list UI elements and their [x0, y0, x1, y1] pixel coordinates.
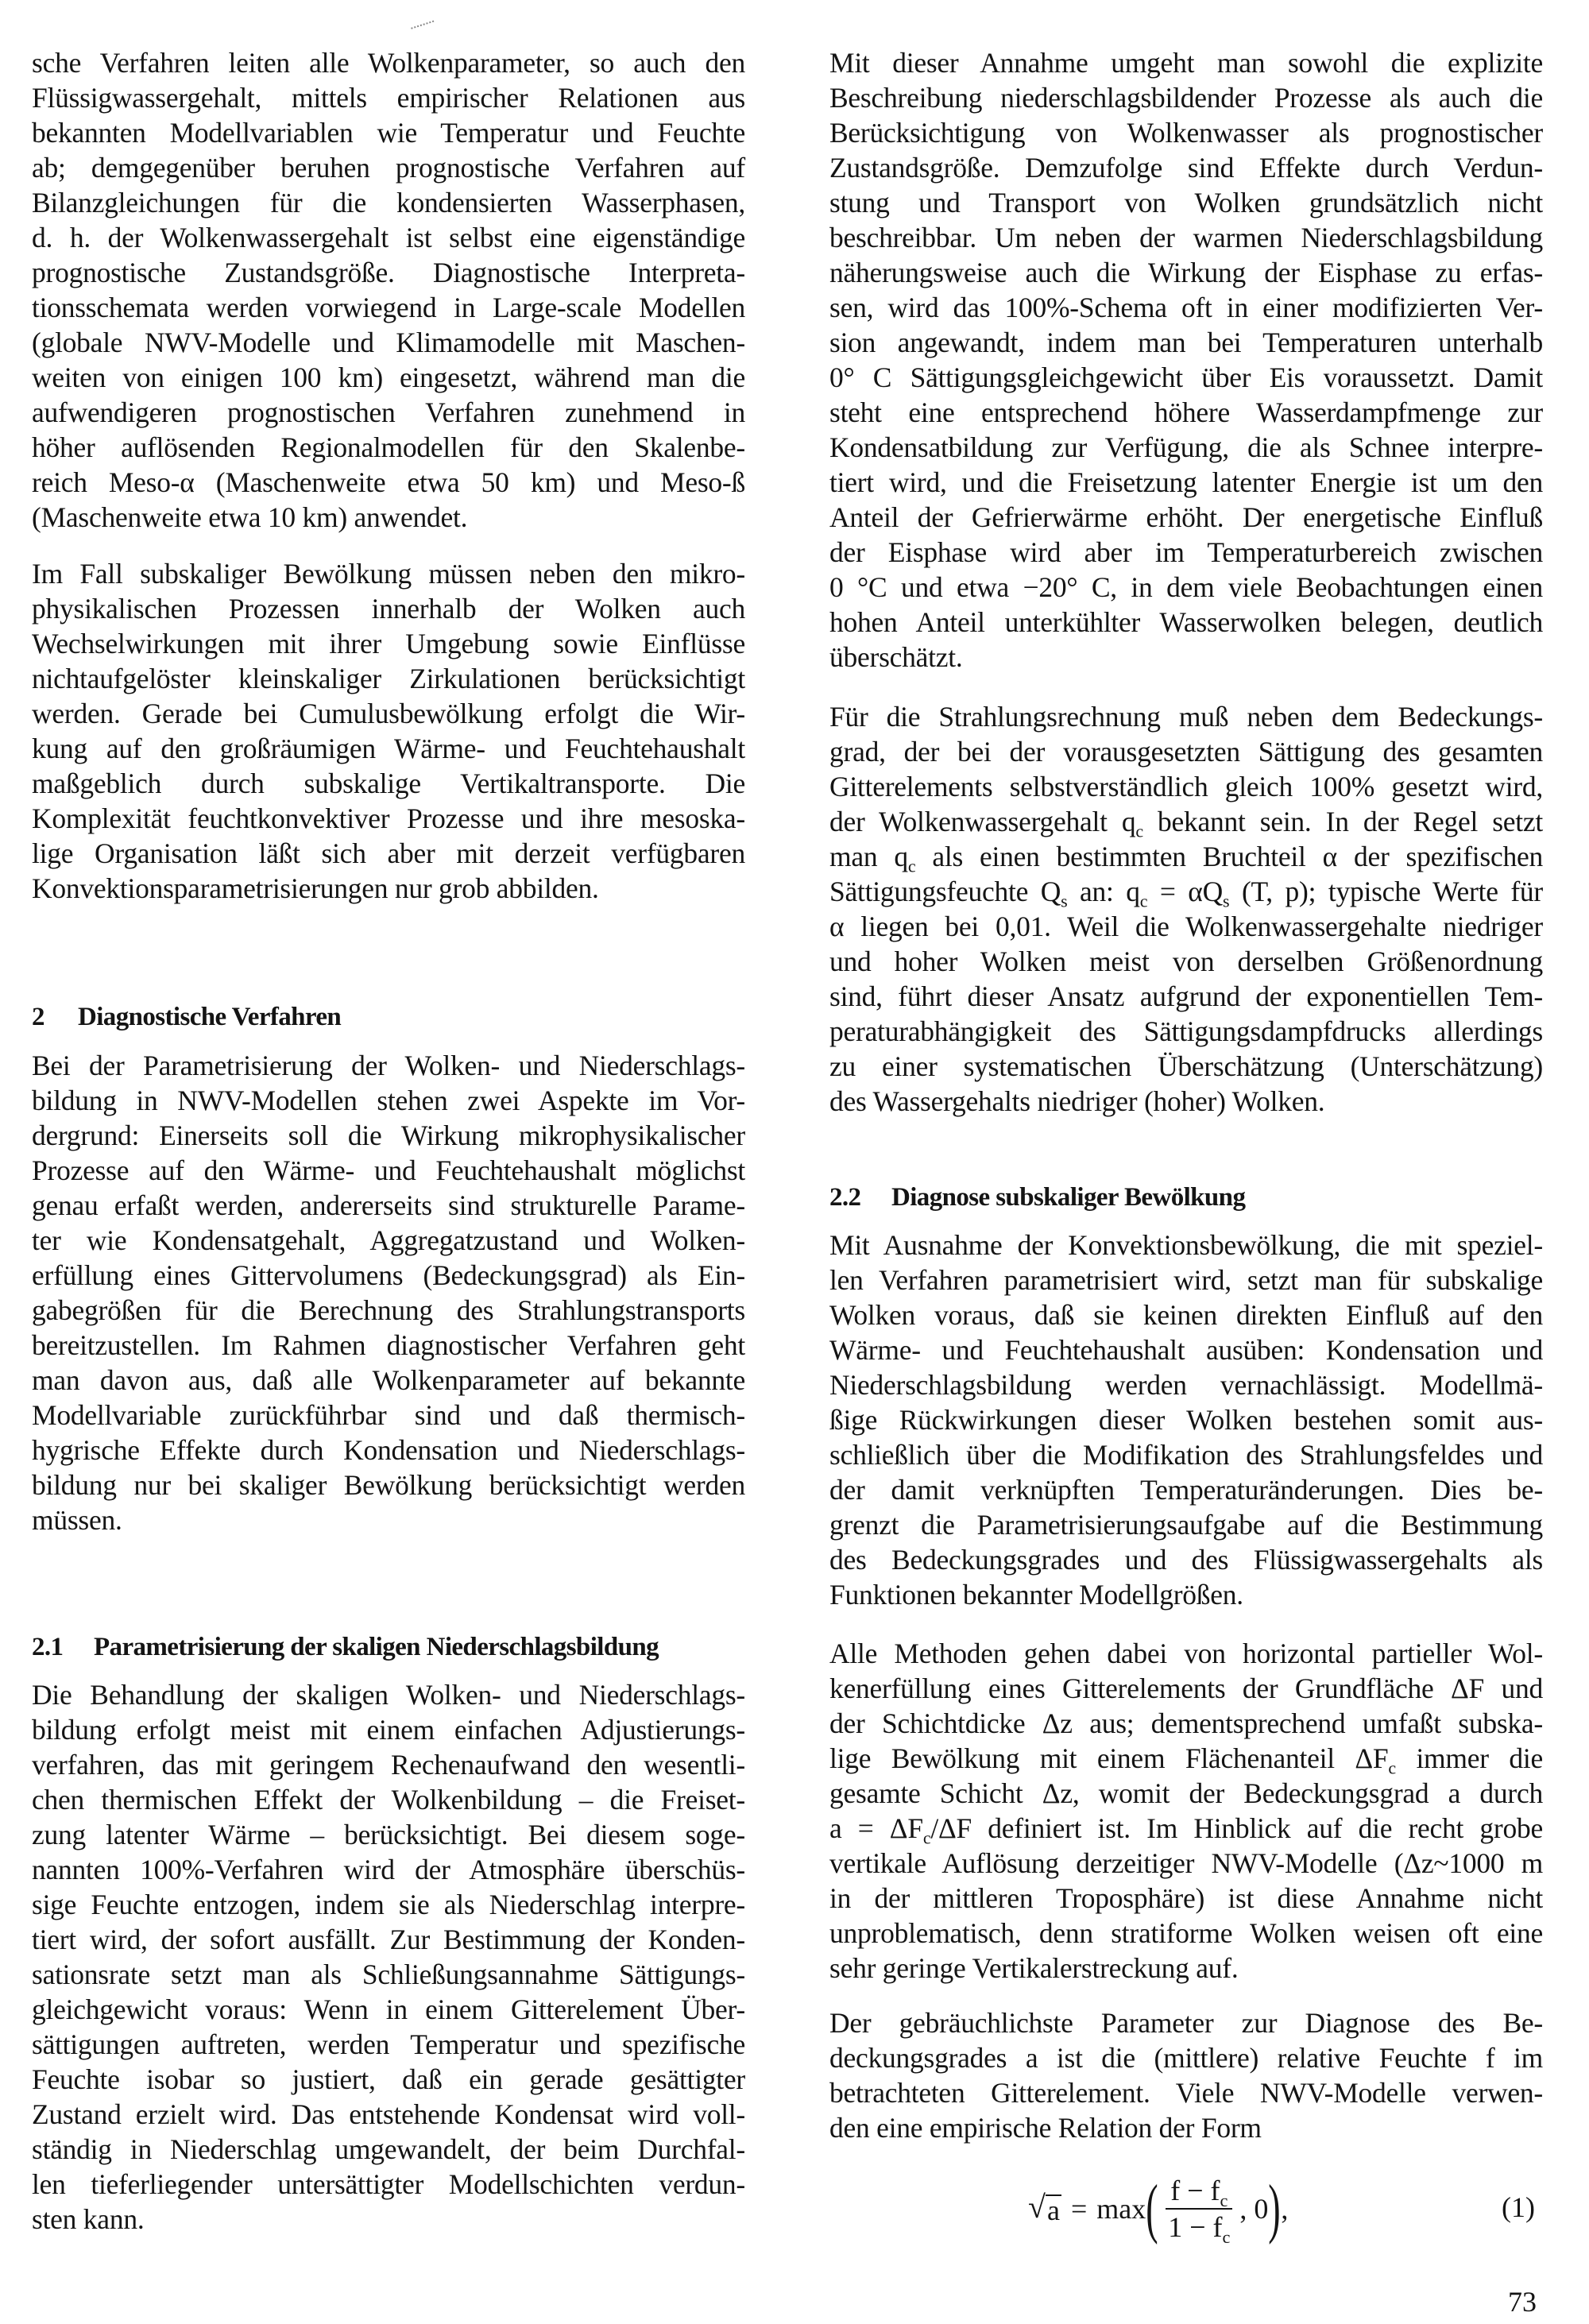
text-line: len tieferliegender untersättigter Modellschichten verdun-: [32, 2168, 745, 2200]
text-line: Modellvariable zurückführbar sind und daß thermisch-: [32, 1399, 745, 1431]
text-line: Im Fall subskaliger Bewölkung müssen neben den mikro-: [32, 558, 745, 590]
text-line: d. h. der Wolkenwassergehalt ist selbst eine eigenständige: [32, 222, 745, 253]
text-line: Wärme- und Feuchtehaushalt ausüben: Kondensation und: [829, 1334, 1543, 1366]
text-line: maßgeblich durch subskalige Vertikaltransporte. Die: [32, 768, 745, 799]
text-line: Feuchte isobar so justiert, daß ein gerade gesättigter: [32, 2063, 745, 2095]
text-line: dergrund: Einerseits soll die Wirkung mikrophysikalischer: [32, 1119, 745, 1151]
text-line: 0° C Sättigungsgleichgewicht über Eis voraussetzt. Damit: [829, 362, 1543, 393]
numerator-subscript: c: [1220, 2190, 1228, 2210]
text-line: peraturabhängigkeit des Sättigungsdampfdrucks allerdings: [829, 1015, 1543, 1047]
text-line: unproblematisch, denn stratiforme Wolken weisen oft eine: [829, 1917, 1543, 1949]
text-line: sehr geringe Vertikalerstreckung auf.: [829, 1952, 1239, 1984]
text-line: Sättigungsfeuchte $Q_s$ an: $q_c = \alpha Q_s$ (T, p); typische Werte für: [829, 876, 1543, 911]
text-line: kenerfüllung eines Gitterelements der Grundfläche ΔF und: [829, 1672, 1543, 1704]
text-line: chen thermischen Effekt der Wolkenbildung – die Freiset-: [32, 1784, 745, 1816]
max-function: max: [1096, 2193, 1146, 2225]
text-line: gesamte Schicht Δz, womit der Bedeckungsgrad a durch: [829, 1777, 1543, 1809]
fraction-denominator: [1163, 2210, 1235, 2247]
equals-sign: =: [1070, 2193, 1088, 2225]
text-line: betrachteten Gitterelement. Viele NWV-Modelle verwen-: [829, 2077, 1543, 2109]
paragraph: [829, 1636, 1543, 1986]
text-line: der Wolkenwassergehalt $q_c$ bekannt sein. In der Regel setzt: [829, 806, 1543, 841]
text-line: man davon aus, daß alle Wolkenparameter auf bekannte: [32, 1364, 745, 1396]
text-line: tiert wird, der sofort ausfällt. Zur Bestimmung der Konden-: [32, 1924, 745, 1955]
equation-1: [829, 2173, 1543, 2245]
text-line: Mit dieser Annahme umgeht man sowohl die explizite: [829, 47, 1543, 79]
text-line: Der gebräuchlichste Parameter zur Diagnose des Be-: [829, 2007, 1543, 2039]
paragraph: [829, 1228, 1543, 1612]
equation-number: (1): [1502, 2191, 1535, 2223]
text-line: Alle Methoden gehen dabei von horizontal partieller Wol-: [829, 1638, 1543, 1669]
paragraph: [829, 2005, 1543, 2145]
text-line: tiert wird, und die Freisetzung latenter Energie ist um den: [829, 466, 1543, 498]
equation-trailing-comma: ,: [1281, 2193, 1289, 2225]
section-heading-2: [32, 1000, 341, 1034]
denominator-subscript: c: [1222, 2226, 1231, 2247]
paragraph: [829, 699, 1543, 1119]
fraction: [1163, 2175, 1235, 2247]
text-line: Zustandsgröße. Demzufolge sind Effekte durch Verdun-: [829, 152, 1543, 184]
text-line: sationsrate setzt man als Schließungsannahme Sättigungs-: [32, 1959, 745, 1990]
section-number: 2: [32, 1003, 44, 1031]
second-argument: , 0: [1239, 2193, 1269, 2225]
text-line: sättigungen auftreten, werden Temperatur und spezifische: [32, 2028, 745, 2060]
text-line: näherungsweise auch die Wirkung der Eisphase zu erfas-: [829, 257, 1543, 288]
section-heading-2-2: [829, 1180, 1245, 1215]
paragraph: [32, 1677, 745, 2237]
text-line: tionsschemata werden vorwiegend in Large-scale Modellen: [32, 292, 745, 323]
text-line: 0 °C und etwa −20° C, in dem viele Beobachtungen einen: [829, 571, 1543, 603]
text-line: Bei der Parametrisierung der Wolken- und Niederschlags-: [32, 1050, 745, 1081]
text-line: Kondensatbildung zur Verfügung, die als Schnee interpre-: [829, 431, 1543, 463]
text-line: des Bedeckungsgrades und des Flüssigwassergehalts als: [829, 1544, 1543, 1576]
text-line: bildung nur bei skaliger Bewölkung berücksichtigt werden: [32, 1469, 745, 1501]
text-line: Für die Strahlungsrechnung muß neben dem Bedeckungs-: [829, 701, 1543, 733]
text-line: gabegrößen für die Berechnung des Strahlungstransports: [32, 1294, 745, 1326]
text-line: lige Organisation läßt sich aber mit derzeit verfügbaren: [32, 837, 745, 869]
text-line: müssen.: [32, 1504, 122, 1536]
section-title: Parametrisierung der skaligen Niederschlagsbildung: [94, 1633, 659, 1661]
text-line: der Schichtdicke Δz aus; dementsprechend umfaßt subska-: [829, 1707, 1543, 1739]
text-line: Die Behandlung der skaligen Wolken- und Niederschlags-: [32, 1679, 745, 1711]
text-line: aufwendigeren prognostischen Verfahren zunehmend in: [32, 396, 745, 428]
text-line: prognostische Zustandsgröße. Diagnostische Interpreta-: [32, 257, 745, 288]
text-line: hygrische Effekte durch Kondensation und Niederschlags-: [32, 1434, 745, 1466]
text-line: Berücksichtigung von Wolkenwasser als prognostischer: [829, 117, 1543, 149]
text-line: der Eisphase wird aber im Temperaturbereich zwischen: [829, 536, 1543, 568]
text-line: deckungsgrades a ist die (mittlere) relative Feuchte f im: [829, 2042, 1543, 2074]
section-title: Diagnose subskaliger Bewölkung: [891, 1183, 1246, 1212]
section-heading-2-1: [32, 1630, 659, 1665]
text-line: ständig in Niederschlag umgewandelt, der beim Durchfal-: [32, 2133, 745, 2165]
numerator-text: f − f: [1170, 2175, 1220, 2206]
right-paren-icon: ): [1268, 2171, 1282, 2245]
text-line: α liegen bei 0,01. Weil die Wolkenwassergehalte niedriger: [829, 911, 1543, 942]
text-line: Gitterelements selbstverständlich gleich 100% gesetzt wird,: [829, 771, 1543, 802]
text-line: ab; demgegenüber beruhen prognostische Verfahren auf: [32, 152, 745, 184]
text-line: reich Meso-α (Maschenweite etwa 50 km) und Meso-ß: [32, 466, 745, 498]
text-line: weiten von einigen 100 km) eingesetzt, während man die: [32, 362, 745, 393]
radical-sign-icon: √: [1028, 2189, 1046, 2225]
text-line: (Maschenweite etwa 10 km) anwendet.: [32, 501, 468, 533]
text-line: sion angewandt, indem man bei Temperaturen unterhalb: [829, 327, 1543, 358]
text-line: bildung in NWV-Modellen stehen zwei Aspekte im Vor-: [32, 1085, 745, 1116]
text-line: sten kann.: [32, 2203, 145, 2235]
left-paren-icon: (: [1146, 2171, 1158, 2245]
square-root: [1028, 2191, 1061, 2226]
text-line: nannten 100%-Verfahren wird der Atmosphäre überschüs-: [32, 1854, 745, 1885]
text-line: Prozesse auf den Wärme- und Feuchtehaushalt möglichst: [32, 1154, 745, 1186]
text-line: hohen Anteil unterkühlter Wasserwolken belegen, deutlich: [829, 606, 1543, 638]
equation-body: [1028, 2173, 1288, 2245]
text-line: Flüssigwassergehalt, mittels empirischer Relationen aus: [32, 82, 745, 114]
page-number: 73: [1508, 2286, 1537, 2318]
text-line: len Verfahren parametrisiert wird, setzt man für subskalige: [829, 1264, 1543, 1296]
text-line: grenzt die Parametrisierungsaufgabe auf die Bestimmung: [829, 1509, 1543, 1541]
denominator-text: 1 − f: [1168, 2211, 1223, 2243]
text-line: sige Feuchte entzogen, indem sie als Niederschlag interpre-: [32, 1889, 745, 1920]
text-line: genau erfaßt werden, andererseits sind strukturelle Parame-: [32, 1189, 745, 1221]
text-line: Wolken voraus, daß sie keinen direkten Einfluß auf den: [829, 1299, 1543, 1331]
text-line: den eine empirische Relation der Form: [829, 2112, 1262, 2144]
text-line: und hoher Wolken meist von derselben Größenordnung: [829, 945, 1543, 977]
text-line: Bilanzgleichungen für die kondensierten Wasserphasen,: [32, 187, 745, 218]
paragraph: [32, 556, 745, 906]
text-line: zu einer systematischen Überschätzung (Unterschätzung): [829, 1050, 1543, 1082]
text-line: (globale NWV-Modelle und Klimamodelle mit Maschen-: [32, 327, 745, 358]
paragraph: [32, 45, 745, 535]
text-line: beschreibbar. Um neben der warmen Niederschlagsbildung: [829, 222, 1543, 253]
section-number: 2.1: [32, 1633, 64, 1661]
text-line: in der mittleren Troposphäre) ist diese Annahme nicht: [829, 1882, 1543, 1914]
text-line: stung und Transport von Wolken grundsätzlich nicht: [829, 187, 1543, 218]
text-line: höher auflösenden Regionalmodellen für den Skalenbe-: [32, 431, 745, 463]
text-line: nichtaufgelöster kleinskaliger Zirkulationen berücksichtigt: [32, 663, 745, 694]
text-line: Komplexität feuchtkonvektiver Prozesse und ihre mesoska-: [32, 802, 745, 834]
paragraph: [829, 45, 1543, 675]
fraction-numerator: [1166, 2175, 1232, 2210]
radicand: a: [1046, 2194, 1060, 2227]
text-line: bereitzustellen. Im Rahmen diagnostischer Verfahren geht: [32, 1329, 745, 1361]
text-line: sind, führt dieser Ansatz aufgrund der exponentiellen Tem-: [829, 980, 1543, 1012]
text-line: ter wie Kondensatgehalt, Aggregatzustand und Wolken-: [32, 1224, 745, 1256]
text-line: sche Verfahren leiten alle Wolkenparameter, so auch den: [32, 47, 745, 79]
text-line: der damit verknüpften Temperaturänderungen. Dies be-: [829, 1474, 1543, 1506]
paragraph: [32, 1048, 745, 1537]
text-line: vertikale Auflösung derzeitiger NWV-Modelle (Δz~1000 m: [829, 1847, 1543, 1879]
text-line: kung auf den großräumigen Wärme- und Feuchtehaushalt: [32, 733, 745, 764]
text-line: Wechselwirkungen mit ihrer Umgebung sowie Einflüsse: [32, 628, 745, 659]
text-line: zung latenter Wärme – berücksichtigt. Bei diesem soge-: [32, 1819, 745, 1850]
text-line: $a = \Delta F_c/\Delta F$ definiert ist. Im Hinblick auf die recht grobe: [829, 1812, 1543, 1848]
text-line: bekannten Modellvariablen wie Temperatur und Feuchte: [32, 117, 745, 149]
text-line: werden. Gerade bei Cumulusbewölkung erfolgt die Wir-: [32, 698, 745, 729]
text-line: erfüllung eines Gittervolumens (Bedeckungsgrad) als Ein-: [32, 1259, 745, 1291]
text-line: gleichgewicht voraus: Wenn in einem Gitterelement Über-: [32, 1993, 745, 2025]
text-line: Beschreibung niederschlagsbildender Prozesse als auch die: [829, 82, 1543, 114]
text-line: steht eine entsprechend höhere Wasserdampfmenge zur: [829, 396, 1543, 428]
text-line: schließlich über die Modifikation des Strahlungsfeldes und: [829, 1439, 1543, 1471]
section-title: Diagnostische Verfahren: [78, 1003, 342, 1031]
section-number: 2.2: [829, 1183, 861, 1212]
text-line: Funktionen bekannter Modellgrößen.: [829, 1579, 1243, 1611]
text-line: bildung erfolgt meist mit einem einfachen Adjustierungs-: [32, 1714, 745, 1746]
text-line: verfahren, das mit geringem Rechenaufwand den wesentli-: [32, 1749, 745, 1781]
text-line: sen, wird das 100%-Schema oft in einer modifizierten Ver-: [829, 292, 1543, 323]
text-line: Anteil der Gefrierwärme erhöht. Der energetische Einfluß: [829, 501, 1543, 533]
text-line: des Wassergehalts niedriger (hoher) Wolken.: [829, 1085, 1325, 1117]
text-line: Zustand erzielt wird. Das entstehende Kondensat wird voll-: [32, 2098, 745, 2130]
text-line: Niederschlagsbildung werden vernachlässigt. Modellmä-: [829, 1369, 1543, 1401]
text-line: Konvektionsparametrisierungen nur grob abbilden.: [32, 872, 599, 904]
text-line: lige Bewölkung mit einem Flächenanteil $\Delta F_c$ immer die: [829, 1742, 1543, 1778]
text-line: grad, der bei der vorausgesetzten Sättigung des gesamten: [829, 736, 1543, 768]
text-line: man $q_c$ als einen bestimmten Bruchteil α der spezifischen: [829, 841, 1543, 876]
text-line: Mit Ausnahme der Konvektionsbewölkung, die mit speziel-: [829, 1229, 1543, 1261]
scan-artifact-mark: [411, 21, 436, 36]
text-line: überschätzt.: [829, 641, 963, 673]
text-line: ßige Rückwirkungen dieser Wolken bestehen somit aus-: [829, 1404, 1543, 1436]
text-line: physikalischen Prozessen innerhalb der Wolken auch: [32, 593, 745, 625]
